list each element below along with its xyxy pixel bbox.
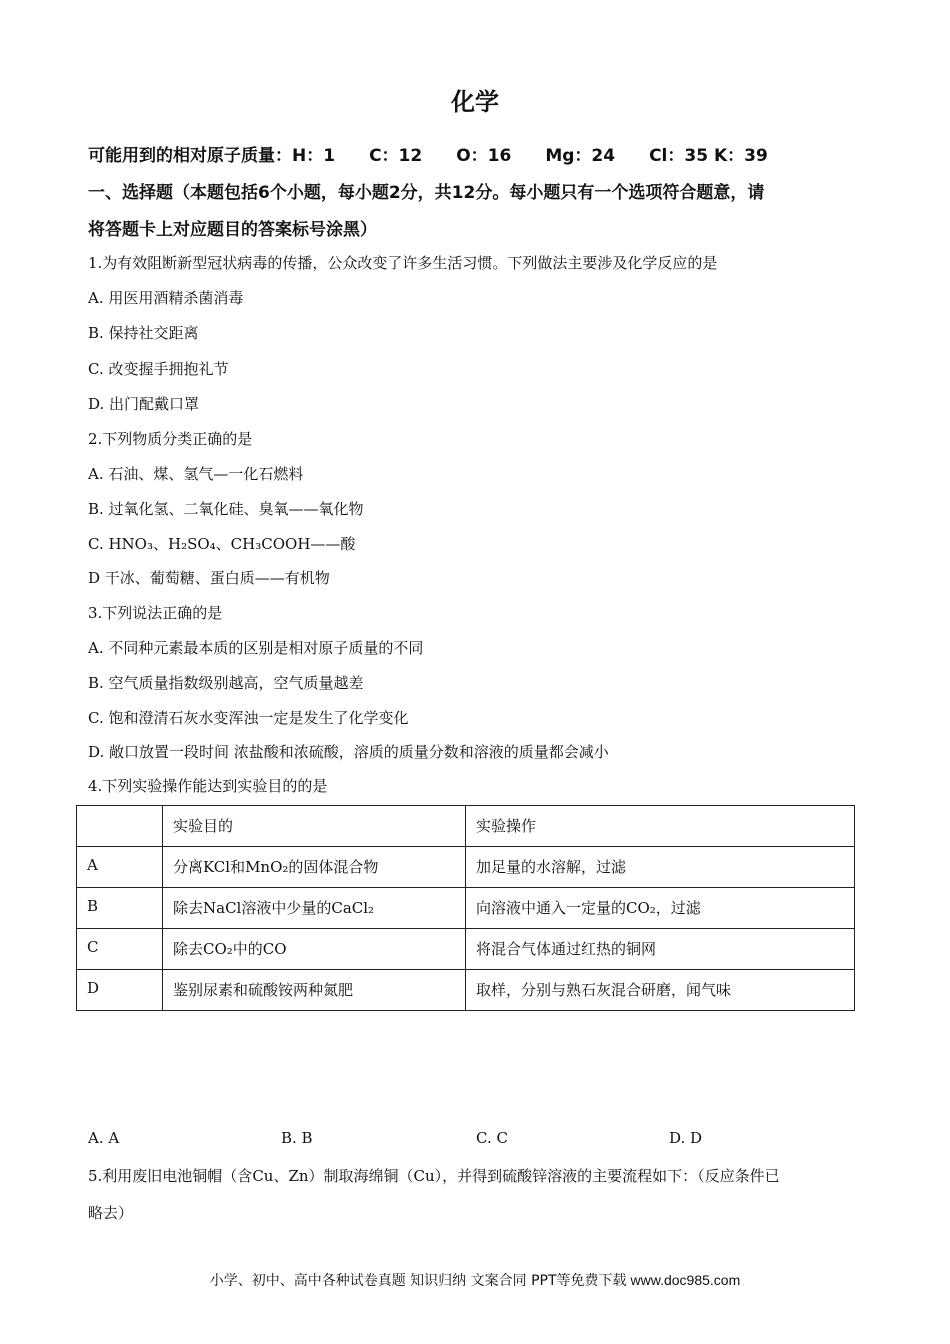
table-cell: 取样，分别与熟石灰混合研磨，闻气味 xyxy=(466,970,855,1011)
q1-option-c: C. 改变握手拥抱礼节 xyxy=(88,360,229,378)
table-cell: 鉴别尿素和硫酸铵两种氮肥 xyxy=(163,970,466,1011)
q2-option-d: D 干冰、葡萄糖、蛋白质——有机物 xyxy=(88,569,330,587)
q3-option-b: B. 空气质量指数级别越高，空气质量越差 xyxy=(88,674,364,692)
q4-answer-b: B. B xyxy=(281,1129,313,1147)
q1-option-d: D. 出门配戴口罩 xyxy=(88,395,200,413)
table-row xyxy=(77,888,855,929)
q2-stem: 2.下列物质分类正确的是 xyxy=(88,430,253,448)
q4-answer-a: A. A xyxy=(88,1129,120,1147)
table-cell: 加足量的水溶解，过滤 xyxy=(466,847,855,888)
q3-option-a: A. 不同种元素最本质的区别是相对原子质量的不同 xyxy=(88,639,424,657)
section-heading-line2: 将答题卡上对应题目的答案标号涂黑） xyxy=(88,220,377,240)
mass-cl-k: Cl：35 K：39 xyxy=(649,146,768,166)
table-cell: 分离KCl和MnO₂的固体混合物 xyxy=(163,847,466,888)
footer-text: 小学、初中、高中各种试卷真题 知识归纳 文案合同 PPT等免费下载 xyxy=(209,1273,627,1289)
q5-stem-line1: 5.利用废旧电池铜帽（含Cu、Zn）制取海绵铜（Cu），并得到硫酸锌溶液的主要流程如下：（反应条件已 xyxy=(88,1167,780,1185)
mass-o: O：16 xyxy=(456,146,512,166)
q4-answer-c: C. C xyxy=(476,1129,508,1147)
table-cell: 将混合气体通过红热的铜网 xyxy=(466,929,855,970)
q3-option-c: C. 饱和澄清石灰水变浑浊一定是发生了化学变化 xyxy=(88,709,409,727)
table-cell: B xyxy=(77,888,163,929)
experiment-table xyxy=(76,805,855,1011)
section-heading-line1: 一、选择题（本题包括6个小题，每小题2分，共12分。每小题只有一个选项符合题意，请 xyxy=(88,183,765,203)
table-cell: C xyxy=(77,929,163,970)
q2-option-c: C. HNO₃、H₂SO₄、CH₃COOH——酸 xyxy=(88,535,356,553)
table-cell: 除去NaCl溶液中少量的CaCl₂ xyxy=(163,888,466,929)
table-cell: D xyxy=(77,970,163,1011)
table-cell: 除去CO₂中的CO xyxy=(163,929,466,970)
q3-option-d: D. 敞口放置一段时间 浓盐酸和浓硫酸，溶质的质量分数和溶液的质量都会减小 xyxy=(88,743,609,761)
q5-stem-line2: 略去） xyxy=(88,1204,134,1222)
table-cell: A xyxy=(77,847,163,888)
q1-option-b: B. 保持社交距离 xyxy=(88,324,199,342)
table-header-cell xyxy=(77,806,163,847)
page-footer xyxy=(0,1270,950,1290)
table-row xyxy=(77,970,855,1011)
q2-option-b: B. 过氧化氢、二氧化硅、臭氧——氧化物 xyxy=(88,500,364,518)
q2-option-a: A. 石油、煤、氢气—一化石燃料 xyxy=(88,465,304,483)
mass-h: H：1 xyxy=(292,146,336,166)
q1-option-a: A. 用医用酒精杀菌消毒 xyxy=(88,289,244,307)
table-header-row xyxy=(77,806,855,847)
table-row xyxy=(77,847,855,888)
mass-mg: Mg：24 xyxy=(545,146,616,166)
atomic-masses xyxy=(88,141,768,166)
table-header-cell: 实验操作 xyxy=(466,806,855,847)
mass-c: C：12 xyxy=(369,146,423,166)
atomic-masses-label: 可能用到的相对原子质量： xyxy=(88,146,292,166)
q3-stem: 3.下列说法正确的是 xyxy=(88,604,223,622)
footer-link[interactable]: www.doc985.com xyxy=(630,1272,741,1288)
table-header-cell: 实验目的 xyxy=(163,806,466,847)
q4-answer-d: D. D xyxy=(669,1129,703,1147)
table-cell: 向溶液中通入一定量的CO₂，过滤 xyxy=(466,888,855,929)
q1-stem: 1.为有效阻断新型冠状病毒的传播，公众改变了许多生活习惯。下列做法主要涉及化学反应的是 xyxy=(88,254,718,272)
page-title: 化学 xyxy=(451,88,499,116)
q4-stem: 4.下列实验操作能达到实验目的的是 xyxy=(88,777,328,795)
table-row xyxy=(77,929,855,970)
